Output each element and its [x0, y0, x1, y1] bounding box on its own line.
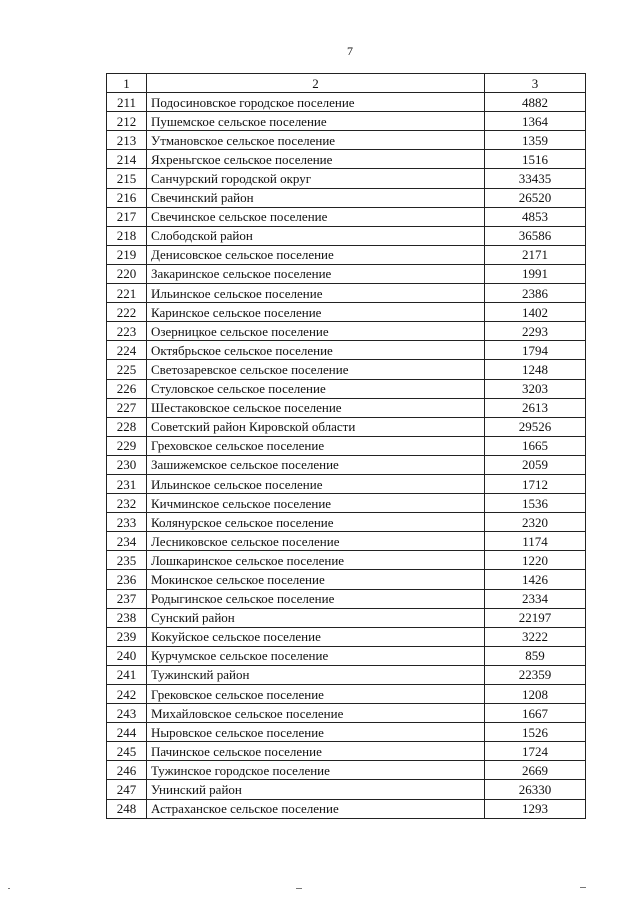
population-value: 1364: [485, 112, 586, 131]
table-row: [107, 799, 586, 818]
row-number: 236: [107, 570, 147, 589]
table-row: [107, 245, 586, 264]
table-row: [107, 532, 586, 551]
row-number: 221: [107, 284, 147, 303]
row-number: 238: [107, 608, 147, 627]
settlement-name: Родыгинское сельское поселение: [147, 589, 485, 608]
population-value: 22359: [485, 665, 586, 684]
row-number: 247: [107, 780, 147, 799]
header-row: [107, 74, 586, 93]
population-value: 33435: [485, 169, 586, 188]
column-header-2: 2: [147, 74, 485, 93]
population-value: 1724: [485, 742, 586, 761]
row-number: 212: [107, 112, 147, 131]
row-number: 227: [107, 398, 147, 417]
settlement-name: Светозаревское сельское поселение: [147, 360, 485, 379]
table-row: [107, 207, 586, 226]
table-header: [107, 74, 586, 93]
row-number: 232: [107, 494, 147, 513]
row-number: 217: [107, 207, 147, 226]
population-value: 1991: [485, 264, 586, 283]
population-value: 1220: [485, 551, 586, 570]
table-row: [107, 780, 586, 799]
table-row: [107, 704, 586, 723]
population-value: 26520: [485, 188, 586, 207]
settlement-name: Слободской район: [147, 226, 485, 245]
row-number: 239: [107, 627, 147, 646]
table-row: [107, 284, 586, 303]
population-value: 4853: [485, 207, 586, 226]
population-value: 3203: [485, 379, 586, 398]
settlement-name: Свечинское сельское поселение: [147, 207, 485, 226]
table-row: [107, 341, 586, 360]
population-value: 1174: [485, 532, 586, 551]
row-number: 240: [107, 646, 147, 665]
population-value: 2669: [485, 761, 586, 780]
settlement-name: Грековское сельское поселение: [147, 685, 485, 704]
row-number: 228: [107, 417, 147, 436]
row-number: 234: [107, 532, 147, 551]
settlement-name: Октябрьское сельское поселение: [147, 341, 485, 360]
settlement-name: Кокуйское сельское поселение: [147, 627, 485, 646]
table-row: [107, 494, 586, 513]
settlement-name: Греховское сельское поселение: [147, 436, 485, 455]
table-row: [107, 685, 586, 704]
settlement-name: Зашижемское сельское поселение: [147, 455, 485, 474]
population-value: 1359: [485, 131, 586, 150]
table-row: [107, 761, 586, 780]
population-value: 4882: [485, 93, 586, 112]
table-row: [107, 112, 586, 131]
table-row: [107, 513, 586, 532]
table-row: [107, 131, 586, 150]
population-value: 22197: [485, 608, 586, 627]
table-row: [107, 742, 586, 761]
table-row: [107, 417, 586, 436]
settlement-name: Закаринское сельское поселение: [147, 264, 485, 283]
table-row: [107, 150, 586, 169]
population-value: 2059: [485, 455, 586, 474]
settlement-name: Ильинское сельское поселение: [147, 474, 485, 493]
table-row: [107, 723, 586, 742]
row-number: 231: [107, 474, 147, 493]
row-number: 230: [107, 455, 147, 474]
row-number: 220: [107, 264, 147, 283]
row-number: 215: [107, 169, 147, 188]
table-row: [107, 665, 586, 684]
table-row: [107, 322, 586, 341]
settlement-name: Лесниковское сельское поселение: [147, 532, 485, 551]
table-row: [107, 93, 586, 112]
population-value: 26330: [485, 780, 586, 799]
row-number: 224: [107, 341, 147, 360]
settlement-name: Пушемское сельское поселение: [147, 112, 485, 131]
settlement-name: Кичминское сельское поселение: [147, 494, 485, 513]
table-row: [107, 264, 586, 283]
row-number: 229: [107, 436, 147, 455]
row-number: 213: [107, 131, 147, 150]
column-header-3: 3: [485, 74, 586, 93]
population-value: 1208: [485, 685, 586, 704]
table-row: [107, 169, 586, 188]
table-row: [107, 551, 586, 570]
population-value: 1248: [485, 360, 586, 379]
row-number: 225: [107, 360, 147, 379]
data-table: [106, 73, 586, 819]
settlement-name: Советский район Кировской области: [147, 417, 485, 436]
row-number: 211: [107, 93, 147, 112]
settlement-name: Каринское сельское поселение: [147, 303, 485, 322]
table-row: [107, 226, 586, 245]
table-row: [107, 646, 586, 665]
table-row: [107, 436, 586, 455]
population-value: 2320: [485, 513, 586, 532]
population-value: 1402: [485, 303, 586, 322]
row-number: 246: [107, 761, 147, 780]
population-value: 1536: [485, 494, 586, 513]
row-number: 233: [107, 513, 147, 532]
page-number: 7: [347, 44, 353, 58]
settlement-name: Ныровское сельское поселение: [147, 723, 485, 742]
population-value: 1665: [485, 436, 586, 455]
settlement-name: Утмановское сельское поселение: [147, 131, 485, 150]
column-header-1: 1: [107, 74, 147, 93]
settlement-name: Унинский район: [147, 780, 485, 799]
population-value: 1516: [485, 150, 586, 169]
row-number: 244: [107, 723, 147, 742]
population-value: 29526: [485, 417, 586, 436]
settlement-name: Озерницкое сельское поселение: [147, 322, 485, 341]
row-number: 222: [107, 303, 147, 322]
settlement-name: Тужинское городское поселение: [147, 761, 485, 780]
settlement-name: Подосиновское городское поселение: [147, 93, 485, 112]
population-value: 36586: [485, 226, 586, 245]
row-number: 216: [107, 188, 147, 207]
settlement-name: Пачинское сельское поселение: [147, 742, 485, 761]
settlement-name: Ильинское сельское поселение: [147, 284, 485, 303]
population-value: 1426: [485, 570, 586, 589]
table-row: [107, 474, 586, 493]
row-number: 237: [107, 589, 147, 608]
table-row: [107, 188, 586, 207]
row-number: 214: [107, 150, 147, 169]
scan-speck: [8, 888, 10, 889]
settlement-name: Мокинское сельское поселение: [147, 570, 485, 589]
settlement-name: Денисовское сельское поселение: [147, 245, 485, 264]
scan-speck: [296, 888, 302, 889]
table-row: [107, 627, 586, 646]
row-number: 226: [107, 379, 147, 398]
population-value: 2334: [485, 589, 586, 608]
population-value: 1526: [485, 723, 586, 742]
row-number: 219: [107, 245, 147, 264]
population-value: 2171: [485, 245, 586, 264]
row-number: 245: [107, 742, 147, 761]
settlement-name: Курчумское сельское поселение: [147, 646, 485, 665]
population-value: 2386: [485, 284, 586, 303]
population-value: 2613: [485, 398, 586, 417]
scan-speck: [580, 887, 586, 888]
population-value: 3222: [485, 627, 586, 646]
settlement-name: Санчурский городской округ: [147, 169, 485, 188]
table-row: [107, 360, 586, 379]
population-value: 1293: [485, 799, 586, 818]
settlement-name: Михайловское сельское поселение: [147, 704, 485, 723]
table-row: [107, 303, 586, 322]
table-row: [107, 379, 586, 398]
population-value: 1712: [485, 474, 586, 493]
row-number: 241: [107, 665, 147, 684]
settlement-name: Лошкаринское сельское поселение: [147, 551, 485, 570]
settlement-name: Стуловское сельское поселение: [147, 379, 485, 398]
table-body: [107, 93, 586, 819]
table-row: [107, 398, 586, 417]
row-number: 223: [107, 322, 147, 341]
row-number: 218: [107, 226, 147, 245]
settlement-name: Свечинский район: [147, 188, 485, 207]
table-row: [107, 570, 586, 589]
settlement-name: Шестаковское сельское поселение: [147, 398, 485, 417]
population-value: 1794: [485, 341, 586, 360]
settlement-name: Колянурское сельское поселение: [147, 513, 485, 532]
settlement-name: Яхреньгское сельское поселение: [147, 150, 485, 169]
settlement-name: Сунский район: [147, 608, 485, 627]
row-number: 243: [107, 704, 147, 723]
population-value: 2293: [485, 322, 586, 341]
row-number: 235: [107, 551, 147, 570]
table-row: [107, 589, 586, 608]
population-value: 859: [485, 646, 586, 665]
population-value: 1667: [485, 704, 586, 723]
row-number: 242: [107, 685, 147, 704]
row-number: 248: [107, 799, 147, 818]
table-row: [107, 455, 586, 474]
table-row: [107, 608, 586, 627]
settlement-name: Астраханское сельское поселение: [147, 799, 485, 818]
settlement-name: Тужинский район: [147, 665, 485, 684]
